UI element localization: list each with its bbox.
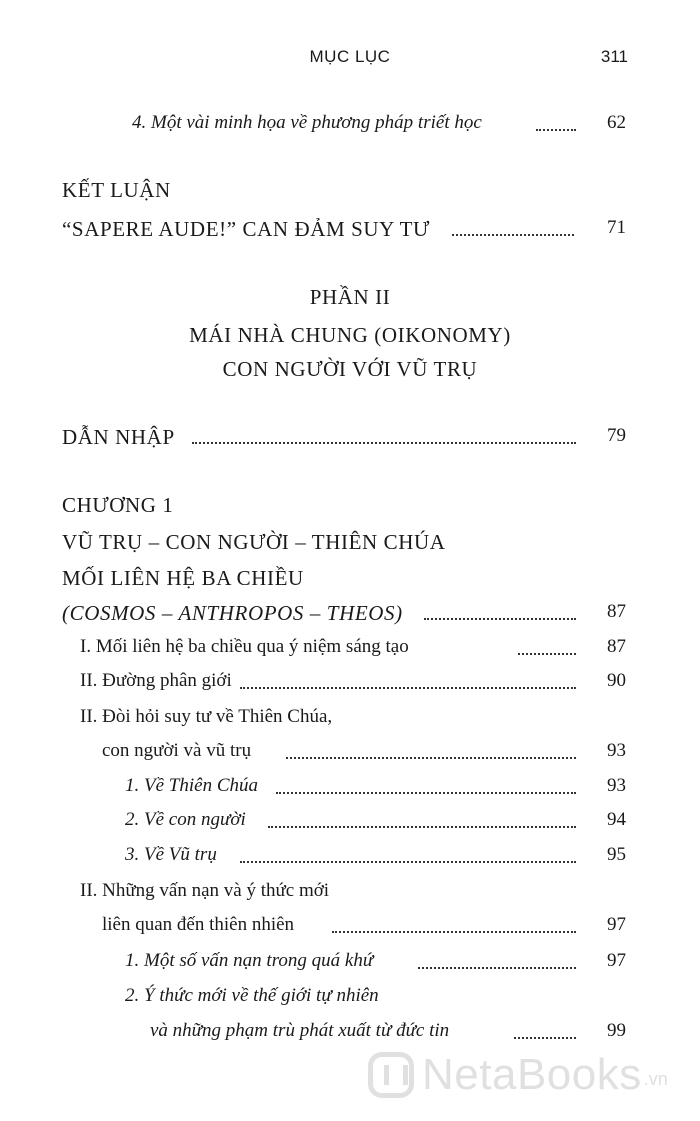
dot-leader bbox=[452, 234, 574, 236]
toc-entry[interactable] bbox=[0, 950, 700, 976]
toc-entry[interactable] bbox=[0, 706, 700, 732]
dot-leader bbox=[240, 861, 576, 863]
toc-entry-text: I. Mối liên hệ ba chiều qua ý niệm sáng tạo bbox=[80, 636, 409, 657]
toc-entry[interactable] bbox=[0, 914, 700, 940]
toc-entry[interactable] bbox=[0, 217, 700, 243]
toc-entry-page: 99 bbox=[607, 1020, 626, 1041]
toc-entry[interactable] bbox=[0, 740, 700, 766]
toc-entry-page: 87 bbox=[607, 636, 626, 657]
page-number: 311 bbox=[600, 47, 628, 66]
toc-heading bbox=[0, 493, 700, 519]
toc-entry-page: 97 bbox=[607, 950, 626, 971]
part-subtitle: CON NGƯỜI VỚI VŨ TRỤ bbox=[222, 357, 478, 381]
dot-leader bbox=[514, 1037, 576, 1039]
toc-entry-page: 95 bbox=[607, 844, 626, 865]
toc-entry-text: 3. Về Vũ trụ bbox=[125, 844, 217, 865]
toc-entry-text: (COSMOS – ANTHROPOS – THEOS) bbox=[62, 601, 403, 625]
dot-leader bbox=[240, 687, 576, 689]
watermark bbox=[368, 1050, 668, 1100]
toc-heading bbox=[0, 178, 700, 204]
toc-entry-page: 87 bbox=[607, 601, 626, 622]
toc-entry-text: II. Những vấn nạn và ý thức mới bbox=[80, 880, 330, 901]
part-heading: PHẦN II bbox=[309, 285, 391, 309]
dot-leader bbox=[276, 792, 576, 794]
toc-entry[interactable] bbox=[0, 809, 700, 835]
dot-leader bbox=[418, 967, 576, 969]
dot-leader bbox=[192, 442, 576, 444]
chapter-title: VŨ TRỤ – CON NGƯỜI – THIÊN CHÚA bbox=[62, 530, 446, 554]
toc-entry-page: 62 bbox=[607, 112, 626, 133]
toc-heading bbox=[0, 566, 700, 592]
running-header-title: MỤC LỤC bbox=[309, 47, 391, 66]
dot-leader bbox=[424, 618, 576, 620]
toc-entry-text: 2. Về con người bbox=[125, 809, 246, 830]
toc-entry-text: “SAPERE AUDE!” CAN ĐẢM SUY TƯ bbox=[62, 217, 430, 241]
part-title: MÁI NHÀ CHUNG (OIKONOMY) bbox=[189, 323, 511, 347]
toc-entry[interactable] bbox=[0, 112, 700, 138]
watermark-brand: NetaBooks bbox=[422, 1050, 642, 1099]
dot-leader bbox=[332, 931, 576, 933]
toc-entry[interactable] bbox=[0, 775, 700, 801]
toc-entry[interactable] bbox=[0, 425, 700, 451]
dot-leader bbox=[518, 653, 576, 655]
toc-entry-text: 1. Về Thiên Chúa bbox=[125, 775, 258, 796]
toc-entry-text: 2. Ý thức mới về thế giới tự nhiên bbox=[125, 985, 379, 1006]
dot-leader bbox=[536, 129, 576, 131]
toc-entry-page: 93 bbox=[607, 775, 626, 796]
toc-heading bbox=[0, 530, 700, 556]
toc-entry-text: DẪN NHẬP bbox=[62, 425, 175, 449]
toc-entry[interactable] bbox=[0, 985, 700, 1011]
toc-entry-page: 94 bbox=[607, 809, 626, 830]
dot-leader bbox=[268, 826, 576, 828]
toc-entry[interactable] bbox=[0, 670, 700, 696]
netabooks-logo-icon bbox=[368, 1052, 414, 1098]
toc-entry[interactable] bbox=[0, 636, 700, 662]
toc-entry[interactable] bbox=[0, 880, 700, 906]
toc-entry-page: 71 bbox=[607, 217, 626, 238]
toc-entry-text: II. Đòi hỏi suy tư về Thiên Chúa, bbox=[80, 706, 333, 727]
toc-entry-text: 1. Một số vấn nạn trong quá khứ bbox=[125, 950, 374, 971]
toc-entry-page: 79 bbox=[607, 425, 626, 446]
toc-entry-page: 90 bbox=[607, 670, 626, 691]
toc-entry-text: và những phạm trù phát xuất từ đức tin bbox=[150, 1020, 450, 1041]
chapter-label: CHƯƠNG 1 bbox=[62, 493, 174, 517]
toc-heading-text: KẾT LUẬN bbox=[62, 178, 171, 202]
toc-entry-text: 4. Một vài minh họa về phương pháp triết học bbox=[132, 112, 482, 133]
toc-entry[interactable] bbox=[0, 601, 700, 627]
toc-entry-page: 93 bbox=[607, 740, 626, 761]
chapter-subtitle: MỐI LIÊN HỆ BA CHIỀU bbox=[62, 566, 304, 590]
dot-leader bbox=[286, 757, 576, 759]
toc-entry-text: liên quan đến thiên nhiên bbox=[102, 914, 295, 935]
toc-entry[interactable] bbox=[0, 844, 700, 870]
toc-entry-text: II. Đường phân giới bbox=[80, 670, 232, 691]
toc-entry[interactable] bbox=[0, 1020, 700, 1046]
toc-entry-page: 97 bbox=[607, 914, 626, 935]
toc-entry-text: con người và vũ trụ bbox=[102, 740, 252, 761]
watermark-suffix: .vn bbox=[643, 1069, 668, 1089]
